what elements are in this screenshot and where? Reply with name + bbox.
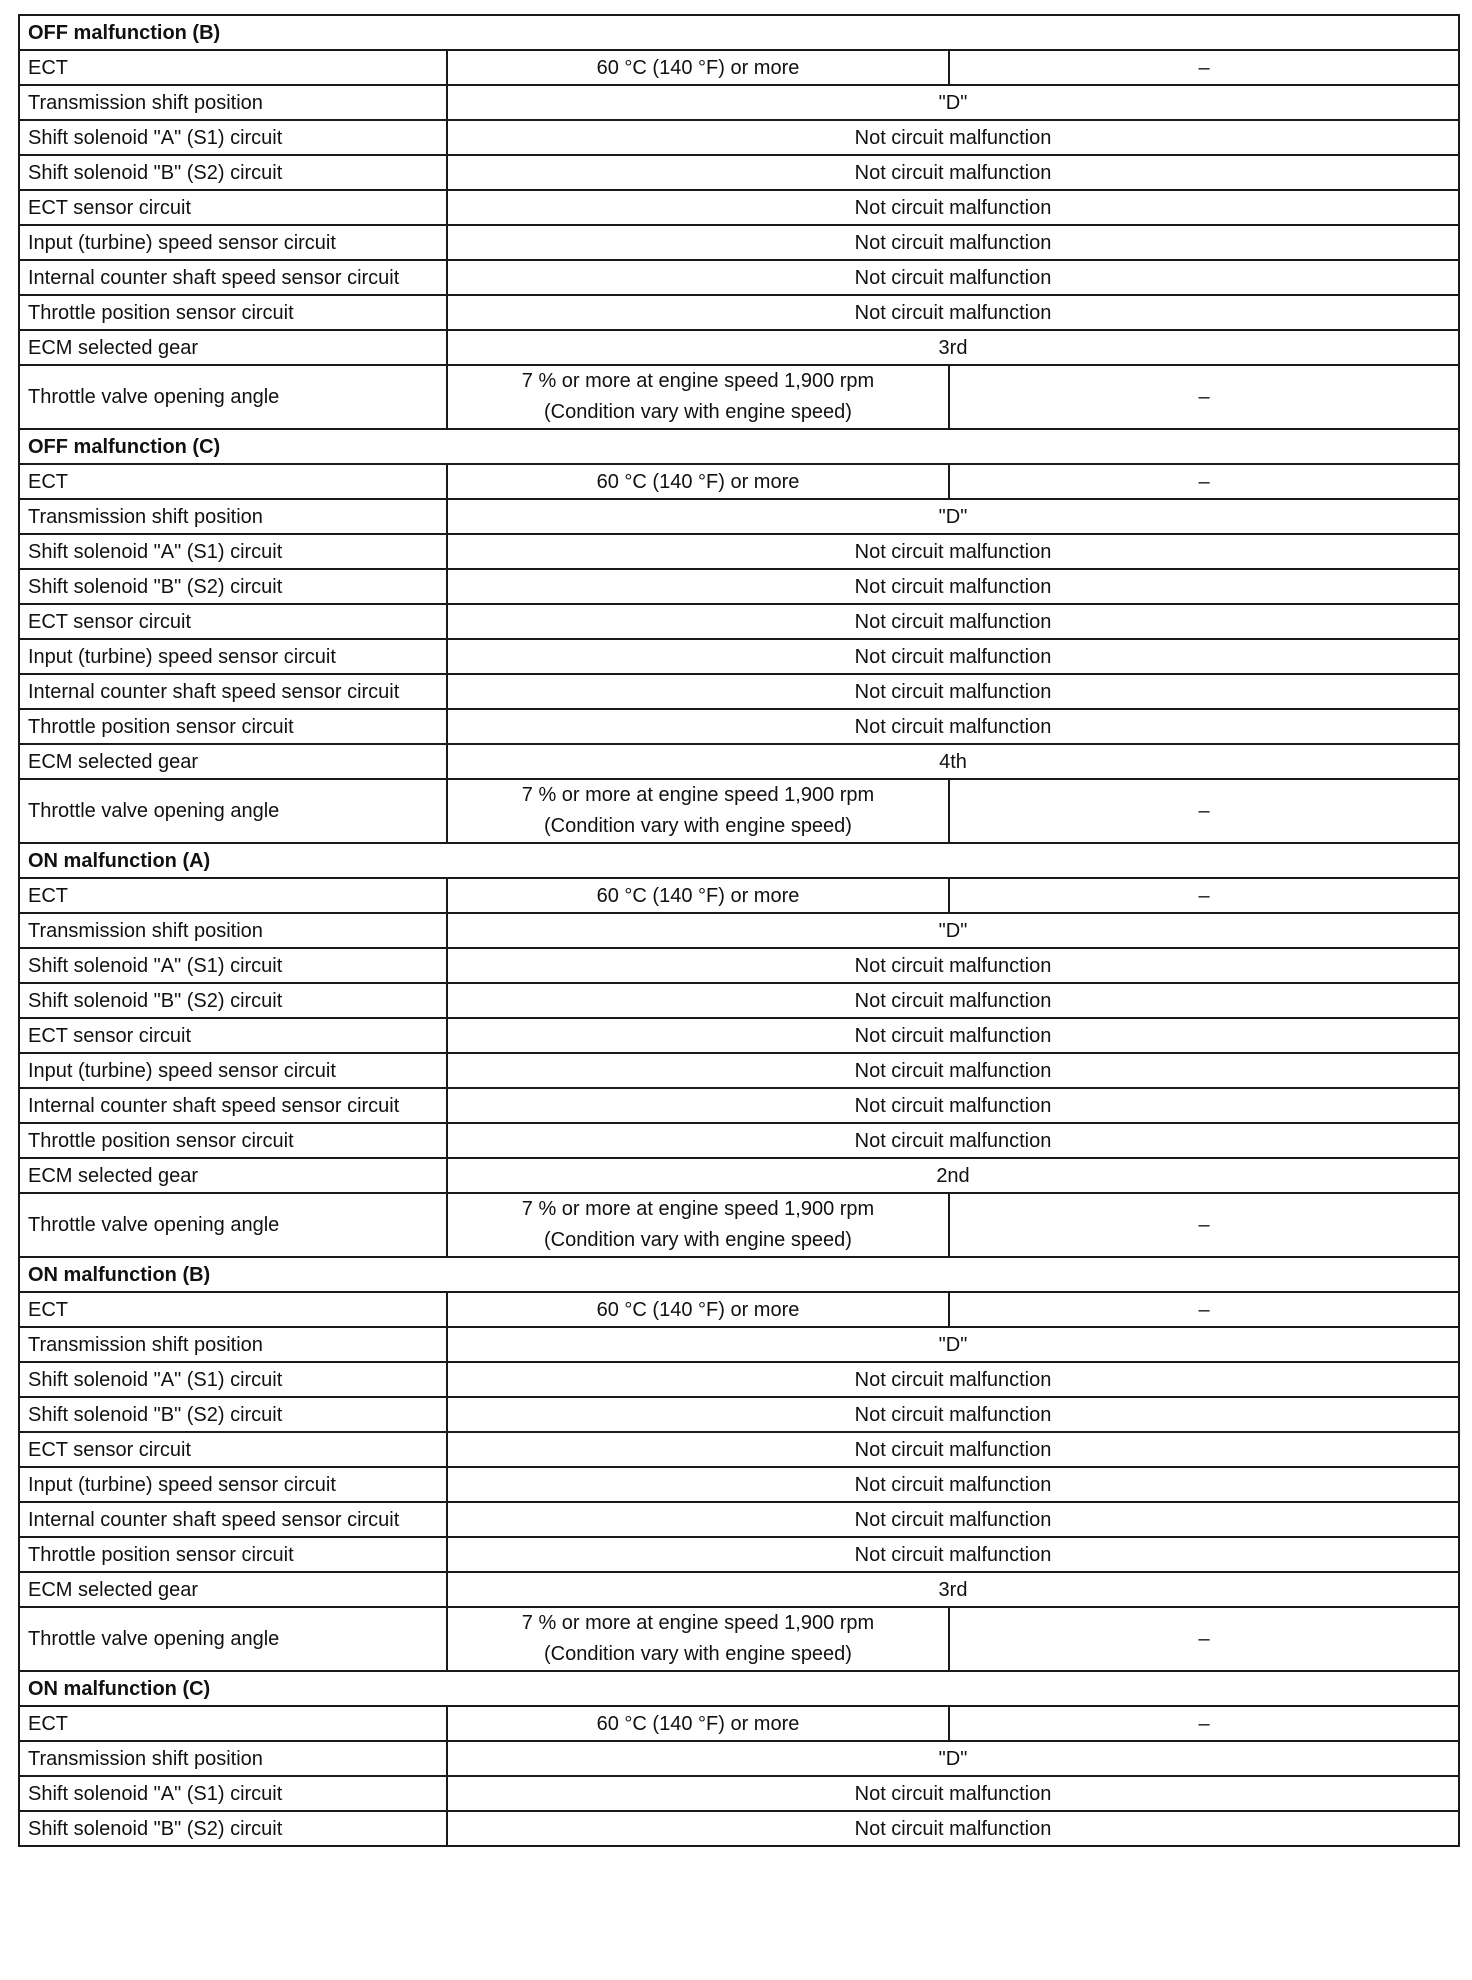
- condition-label: Transmission shift position: [19, 1741, 447, 1776]
- table-row: [19, 1397, 1459, 1432]
- table-row: [19, 674, 1459, 709]
- section-header-row: [19, 843, 1459, 878]
- section-title: OFF malfunction (B): [19, 15, 1459, 50]
- condition-value: Not circuit malfunction: [447, 190, 1459, 225]
- condition-label: Transmission shift position: [19, 85, 447, 120]
- table-row: [19, 1741, 1459, 1776]
- condition-label: Throttle position sensor circuit: [19, 709, 447, 744]
- condition-value: 60 °C (140 °F) or more: [447, 464, 949, 499]
- condition-value: 4th: [447, 744, 1459, 779]
- condition-value-line: 7 % or more at engine speed 1,900 rpm: [521, 370, 875, 392]
- condition-value: 60 °C (140 °F) or more: [447, 1706, 949, 1741]
- table-row: [19, 1362, 1459, 1397]
- condition-label: Throttle position sensor circuit: [19, 1537, 447, 1572]
- table-row: [19, 365, 1459, 429]
- table-row: [19, 1537, 1459, 1572]
- condition-value: 60 °C (140 °F) or more: [447, 50, 949, 85]
- table-row: [19, 709, 1459, 744]
- condition-label: Shift solenoid "B" (S2) circuit: [19, 569, 447, 604]
- condition-label: ECT sensor circuit: [19, 190, 447, 225]
- condition-value: Not circuit malfunction: [447, 1053, 1459, 1088]
- condition-label: Transmission shift position: [19, 499, 447, 534]
- condition-label: Throttle valve opening angle: [19, 779, 447, 843]
- table-row: [19, 948, 1459, 983]
- table-row: [19, 1467, 1459, 1502]
- condition-label: Throttle valve opening angle: [19, 1193, 447, 1257]
- condition-extra-value: –: [949, 1607, 1459, 1671]
- condition-extra-value: –: [949, 878, 1459, 913]
- condition-value: 3rd: [447, 1572, 1459, 1607]
- table-row: [19, 260, 1459, 295]
- table-row: [19, 1607, 1459, 1671]
- condition-label: Shift solenoid "A" (S1) circuit: [19, 948, 447, 983]
- table-row: [19, 1123, 1459, 1158]
- condition-value-line: (Condition vary with engine speed): [544, 1229, 852, 1251]
- condition-extra-value: –: [949, 1193, 1459, 1257]
- condition-label: Throttle position sensor circuit: [19, 1123, 447, 1158]
- condition-value: Not circuit malfunction: [447, 260, 1459, 295]
- table-row: [19, 1811, 1459, 1846]
- table-row: [19, 464, 1459, 499]
- table-row: [19, 295, 1459, 330]
- condition-value: Not circuit malfunction: [447, 604, 1459, 639]
- malfunction-conditions-table: [18, 14, 1460, 1847]
- condition-value-line: (Condition vary with engine speed): [544, 401, 852, 423]
- condition-extra-value: –: [949, 1706, 1459, 1741]
- condition-value: Not circuit malfunction: [447, 569, 1459, 604]
- condition-label: Internal counter shaft speed sensor circuit: [19, 674, 447, 709]
- condition-label: Input (turbine) speed sensor circuit: [19, 639, 447, 674]
- table-row: [19, 983, 1459, 1018]
- condition-value: Not circuit malfunction: [447, 295, 1459, 330]
- condition-label: ECT: [19, 464, 447, 499]
- table-row: [19, 1706, 1459, 1741]
- condition-label: ECM selected gear: [19, 744, 447, 779]
- condition-label: Internal counter shaft speed sensor circuit: [19, 1088, 447, 1123]
- condition-value: "D": [447, 499, 1459, 534]
- condition-label: Internal counter shaft speed sensor circuit: [19, 260, 447, 295]
- condition-label: Shift solenoid "B" (S2) circuit: [19, 1397, 447, 1432]
- table-row: [19, 1502, 1459, 1537]
- table-row: [19, 1572, 1459, 1607]
- section-header-row: [19, 1671, 1459, 1706]
- condition-label: ECT: [19, 1706, 447, 1741]
- table-row: [19, 190, 1459, 225]
- condition-value: Not circuit malfunction: [447, 155, 1459, 190]
- condition-value: "D": [447, 1327, 1459, 1362]
- table-row: [19, 499, 1459, 534]
- section-header-row: [19, 1257, 1459, 1292]
- condition-value: [447, 1193, 949, 1257]
- condition-value-line: (Condition vary with engine speed): [544, 815, 852, 837]
- condition-label: Input (turbine) speed sensor circuit: [19, 225, 447, 260]
- section-title: OFF malfunction (C): [19, 429, 1459, 464]
- condition-label: ECT: [19, 878, 447, 913]
- condition-value: Not circuit malfunction: [447, 1467, 1459, 1502]
- condition-value: 60 °C (140 °F) or more: [447, 1292, 949, 1327]
- condition-value: [447, 779, 949, 843]
- condition-value: Not circuit malfunction: [447, 1362, 1459, 1397]
- condition-value: [447, 1607, 949, 1671]
- table-row: [19, 779, 1459, 843]
- condition-value: Not circuit malfunction: [447, 1776, 1459, 1811]
- condition-label: Throttle position sensor circuit: [19, 295, 447, 330]
- condition-label: ECM selected gear: [19, 1158, 447, 1193]
- condition-extra-value: –: [949, 50, 1459, 85]
- condition-value: 3rd: [447, 330, 1459, 365]
- condition-label: ECT sensor circuit: [19, 604, 447, 639]
- table-row: [19, 85, 1459, 120]
- table-row: [19, 155, 1459, 190]
- table-row: [19, 1193, 1459, 1257]
- table-row: [19, 50, 1459, 85]
- condition-label: ECM selected gear: [19, 1572, 447, 1607]
- section-title: ON malfunction (C): [19, 1671, 1459, 1706]
- condition-value: Not circuit malfunction: [447, 639, 1459, 674]
- condition-label: ECT sensor circuit: [19, 1018, 447, 1053]
- condition-extra-value: –: [949, 1292, 1459, 1327]
- condition-extra-value: –: [949, 365, 1459, 429]
- condition-value: Not circuit malfunction: [447, 674, 1459, 709]
- table-row: [19, 569, 1459, 604]
- condition-value: Not circuit malfunction: [447, 1811, 1459, 1846]
- condition-value: Not circuit malfunction: [447, 1502, 1459, 1537]
- table-row: [19, 1158, 1459, 1193]
- condition-label: ECT sensor circuit: [19, 1432, 447, 1467]
- table-row: [19, 225, 1459, 260]
- condition-value: 60 °C (140 °F) or more: [447, 878, 949, 913]
- condition-value: Not circuit malfunction: [447, 1397, 1459, 1432]
- condition-label: Shift solenoid "B" (S2) circuit: [19, 1811, 447, 1846]
- condition-value: Not circuit malfunction: [447, 709, 1459, 744]
- condition-label: Shift solenoid "A" (S1) circuit: [19, 1362, 447, 1397]
- table-row: [19, 1018, 1459, 1053]
- condition-value-line: 7 % or more at engine speed 1,900 rpm: [521, 1612, 875, 1634]
- condition-label: Transmission shift position: [19, 1327, 447, 1362]
- condition-value-line: (Condition vary with engine speed): [544, 1643, 852, 1665]
- condition-label: Shift solenoid "B" (S2) circuit: [19, 155, 447, 190]
- section-header-row: [19, 15, 1459, 50]
- condition-value: [447, 365, 949, 429]
- condition-label: ECT: [19, 50, 447, 85]
- condition-value: 2nd: [447, 1158, 1459, 1193]
- condition-value: Not circuit malfunction: [447, 1088, 1459, 1123]
- table-row: [19, 534, 1459, 569]
- table-body: [19, 15, 1459, 1846]
- table-row: [19, 878, 1459, 913]
- condition-label: Shift solenoid "A" (S1) circuit: [19, 120, 447, 155]
- condition-value-line: 7 % or more at engine speed 1,900 rpm: [521, 1198, 875, 1220]
- condition-label: Transmission shift position: [19, 913, 447, 948]
- condition-value: Not circuit malfunction: [447, 948, 1459, 983]
- condition-value: Not circuit malfunction: [447, 1537, 1459, 1572]
- condition-value: Not circuit malfunction: [447, 225, 1459, 260]
- table-row: [19, 1776, 1459, 1811]
- table-row: [19, 913, 1459, 948]
- condition-extra-value: –: [949, 464, 1459, 499]
- condition-label: Shift solenoid "B" (S2) circuit: [19, 983, 447, 1018]
- condition-label: ECM selected gear: [19, 330, 447, 365]
- table-row: [19, 1432, 1459, 1467]
- table-row: [19, 1292, 1459, 1327]
- table-row: [19, 1053, 1459, 1088]
- condition-value: Not circuit malfunction: [447, 1018, 1459, 1053]
- condition-label: ECT: [19, 1292, 447, 1327]
- condition-label: Input (turbine) speed sensor circuit: [19, 1467, 447, 1502]
- section-title: ON malfunction (A): [19, 843, 1459, 878]
- condition-value: "D": [447, 1741, 1459, 1776]
- table-row: [19, 1327, 1459, 1362]
- table-row: [19, 744, 1459, 779]
- table-row: [19, 1088, 1459, 1123]
- condition-extra-value: –: [949, 779, 1459, 843]
- condition-label: Throttle valve opening angle: [19, 1607, 447, 1671]
- condition-value: Not circuit malfunction: [447, 534, 1459, 569]
- condition-label: Internal counter shaft speed sensor circuit: [19, 1502, 447, 1537]
- condition-value: Not circuit malfunction: [447, 1123, 1459, 1158]
- condition-value: "D": [447, 85, 1459, 120]
- condition-value: Not circuit malfunction: [447, 1432, 1459, 1467]
- table-row: [19, 330, 1459, 365]
- condition-label: Shift solenoid "A" (S1) circuit: [19, 1776, 447, 1811]
- section-title: ON malfunction (B): [19, 1257, 1459, 1292]
- condition-value: "D": [447, 913, 1459, 948]
- condition-value: Not circuit malfunction: [447, 983, 1459, 1018]
- table-row: [19, 639, 1459, 674]
- table-row: [19, 120, 1459, 155]
- section-header-row: [19, 429, 1459, 464]
- condition-label: Input (turbine) speed sensor circuit: [19, 1053, 447, 1088]
- condition-value-line: 7 % or more at engine speed 1,900 rpm: [521, 784, 875, 806]
- condition-label: Shift solenoid "A" (S1) circuit: [19, 534, 447, 569]
- condition-value: Not circuit malfunction: [447, 120, 1459, 155]
- table-row: [19, 604, 1459, 639]
- condition-label: Throttle valve opening angle: [19, 365, 447, 429]
